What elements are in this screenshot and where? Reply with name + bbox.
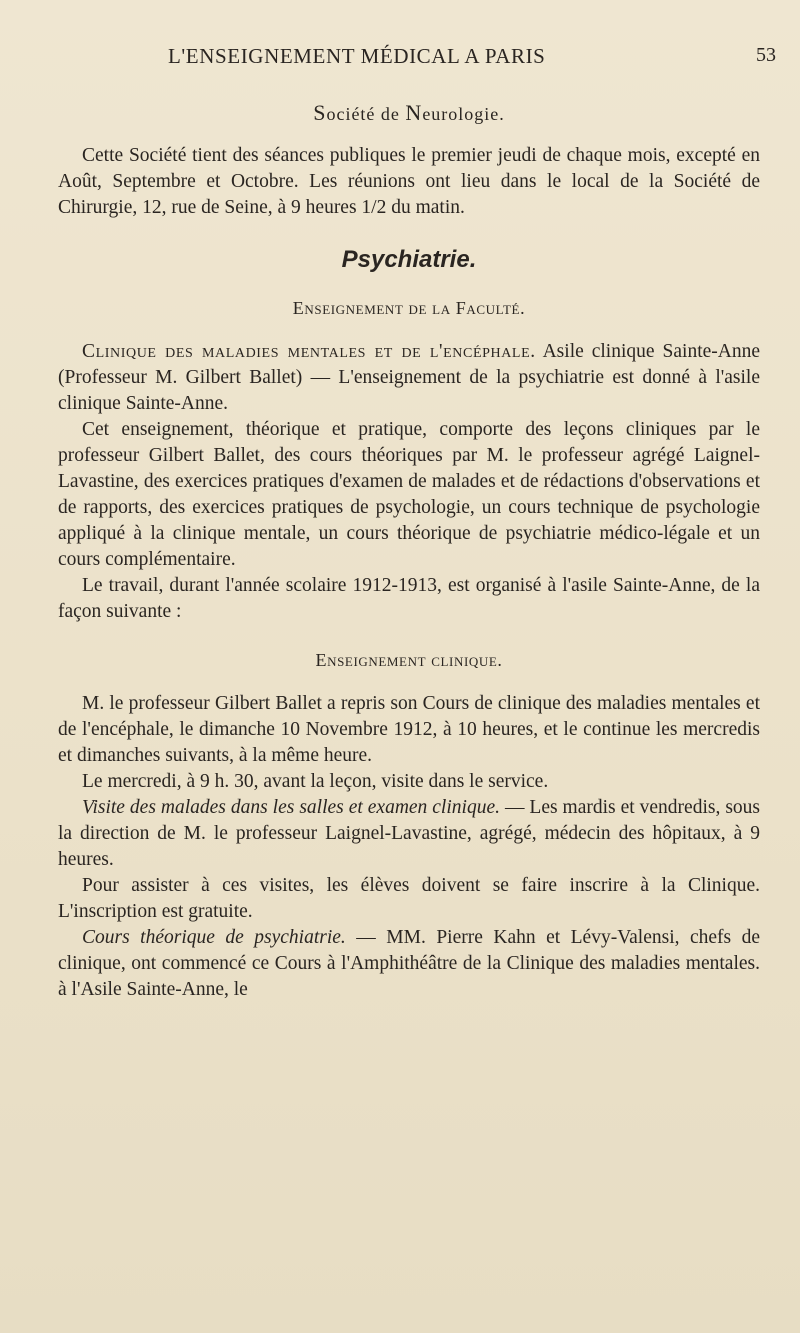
enseignement-clinique-heading: Enseignement clinique. [315, 650, 503, 670]
faculte-heading: Enseignement de la Faculté. [292, 298, 526, 318]
psychiatrie-title: Psychiatrie. [341, 246, 477, 273]
running-title: L'ENSEIGNEMENT MÉDICAL A PARIS [168, 44, 546, 68]
neurologie-paragraph: Cette Société tient des séances publiques le premier jeudi de chaque mois, excepté en Août, Septembre et Octobre. Les réunions ont lieu dans le local de la Société de Chirurgie, 12, rue de Seine, à 9 heures 1/2 du matin. [58, 145, 760, 218]
clinique-rest: Asile clinique Sainte-Anne (Professeur M. Gilbert Ballet) — L'enseignement de la psychiatrie est donné à l'asile clinique Sainte-Anne. [58, 341, 760, 414]
visite-label: Visite des malades dans les salles et examen clinique. [82, 797, 500, 818]
travail-paragraph: Le travail, durant l'année scolaire 1912-1913, est organisé à l'asile Sainte-Anne, de la façon suivante : [58, 575, 760, 622]
cours-rest: — MM. Pierre Kahn et Lévy-Valensi, chefs de clinique, ont commencé ce Cours à l'Amphithéâtre de la Clinique des maladies mentales. à l'Asile Sainte-Anne, le [58, 927, 761, 1000]
visite-paragraph [58, 795, 760, 873]
psychiatrie-title-block [58, 247, 760, 275]
clinique-paragraph [58, 339, 760, 417]
cours-label: Cours théorique de psychiatrie. [82, 927, 346, 948]
page-content [58, 100, 760, 1003]
page-number: 53 [756, 44, 776, 66]
clinique-lead: Clinique des maladies mentales et de l'encéphale. [82, 341, 536, 362]
enseignement-paragraph: Cet enseignement, théorique et pratique, comporte des leçons cliniques par le professeur Gilbert Ballet, des cours théoriques par M. le professeur agrégé Laignel-Lavastine, des exercices pratiques d'examen de malades et de rédactions d'observations et de rapports, des exercices pratiques de psychologie, un cours technique de psychologie appliqué à la clinique mentale, un cours théorique de psychiatrie médico-légale et un cours complémentaire. [58, 419, 760, 570]
cours-paragraph [58, 925, 760, 1003]
page-header [0, 44, 800, 74]
visite-rest: — Les mardis et vendredis, sous la direction de M. le professeur Laignel-Lavastine, agrégé, médecin des hôpitaux, à 9 heures. [58, 797, 760, 870]
section-heading-neurologie: Société de Neurologie. [313, 100, 505, 125]
inscription-paragraph: Pour assister à ces visites, les élèves doivent se faire inscrire à la Clinique. L'inscription est gratuite. [58, 875, 760, 922]
mercredi-paragraph: Le mercredi, à 9 h. 30, avant la leçon, visite dans le service. [82, 771, 549, 792]
ballet-paragraph: M. le professeur Gilbert Ballet a repris son Cours de clinique des maladies mentales et de l'encéphale, le dimanche 10 Novembre 1912, à 10 heures, et le continue les mercredis et dimanches suivants, à la même heure. [58, 693, 760, 766]
